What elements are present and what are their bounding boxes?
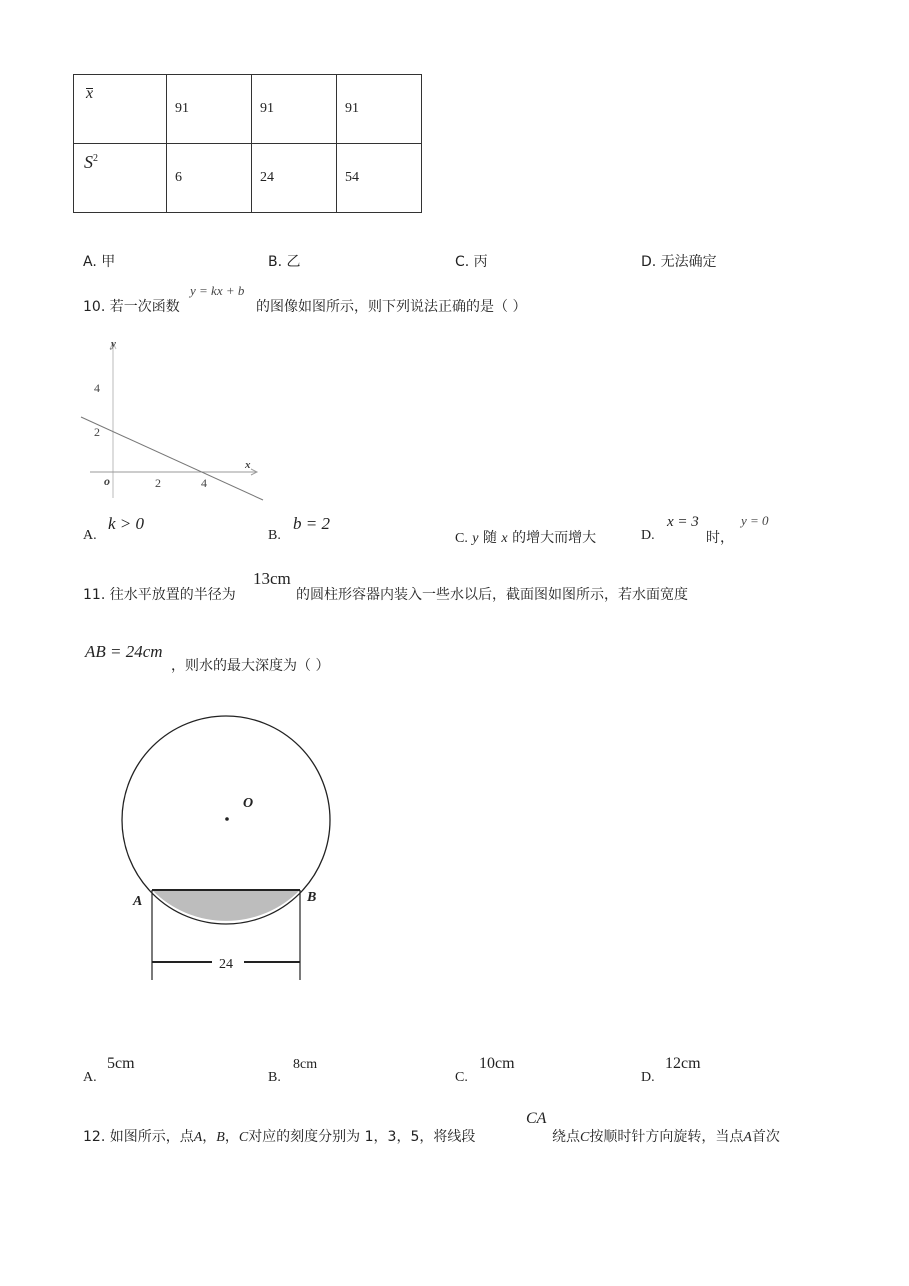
q10-option-c-var-y: y xyxy=(472,531,479,546)
q12-point-a: A xyxy=(743,1130,752,1145)
mean-value-1: 91 xyxy=(167,75,252,144)
q10-option-d-label: D. xyxy=(641,528,655,543)
q10-option-d-math-1: x = 3 xyxy=(667,514,699,530)
q12-line xyxy=(83,1126,475,1146)
q11-option-b-value: 8cm xyxy=(293,1057,318,1072)
y-tick-label: 4 xyxy=(94,381,100,395)
q12-text: 12. 如图所示，点 xyxy=(83,1129,194,1145)
q11-line1-prefix: 11. 往水平放置的半径为 xyxy=(83,587,236,603)
q12-point-c: C xyxy=(238,1130,249,1145)
variance-letter: S xyxy=(84,152,93,172)
variance-exponent: 2 xyxy=(93,153,98,164)
variance-label-cell xyxy=(74,144,167,213)
q11-line2-suffix: ，则水的最大深度为（ ） xyxy=(171,658,330,674)
x-tick-label: 2 xyxy=(155,476,161,490)
variance-symbol xyxy=(84,152,98,173)
mean-label-cell xyxy=(74,75,167,144)
q10-option-d-text: 时， xyxy=(706,530,734,546)
y-axis-label: y xyxy=(111,338,116,350)
q10-option-b-math: b = 2 xyxy=(293,514,330,533)
q12-text: ， xyxy=(224,1129,239,1145)
q9-option-b: B. 乙 xyxy=(268,254,301,270)
center-label: O xyxy=(243,796,254,811)
q11-radius: 13cm xyxy=(253,569,291,588)
dimension-label: 24 xyxy=(219,957,233,972)
q10-suffix: 的图像如图所示，则下列说法正确的是（ ） xyxy=(256,299,527,315)
mean-symbol: x xyxy=(86,85,94,102)
mean-value-3: 91 xyxy=(337,75,422,144)
center-point xyxy=(225,817,229,821)
table-row xyxy=(74,144,422,213)
variance-value-3: 54 xyxy=(337,144,422,213)
q11-line1-suffix: 的圆柱形容器内装入一些水以后，截面图如图所示，若水面宽度 xyxy=(296,587,688,603)
q10-option-a-label: A. xyxy=(83,528,97,543)
q12-text: 首次 xyxy=(751,1129,780,1145)
q10-graph xyxy=(75,335,275,510)
q10-option-d-math-2: y = 0 xyxy=(741,513,769,528)
q10-prefix: 10. 若一次函数 xyxy=(83,299,180,315)
q10-formula: y = kx + b xyxy=(190,283,245,298)
x-axis-label: x xyxy=(245,459,251,471)
q11-option-a-label: A. xyxy=(83,1070,97,1085)
q12-line-rest xyxy=(552,1126,780,1146)
variance-value-2: 24 xyxy=(252,144,337,213)
variance-value-1: 6 xyxy=(167,144,252,213)
q10-option-c-text: 的增大而增大 xyxy=(507,530,597,546)
q11-option-b-label: B. xyxy=(268,1070,281,1085)
q10-option-a-math: k > 0 xyxy=(108,514,145,533)
point-b-label: B xyxy=(307,890,317,905)
q12-segment-ca: CA xyxy=(526,1110,547,1127)
q10-option-c-text: 随 xyxy=(478,530,502,546)
q9-option-c: C. 丙 xyxy=(455,254,488,270)
origin-label: o xyxy=(104,474,110,488)
table-row xyxy=(74,75,422,144)
q11-option-d-label: D. xyxy=(641,1070,655,1085)
q12-point-a: A xyxy=(193,1130,203,1145)
q11-option-d-value: 12cm xyxy=(665,1055,701,1072)
q12-text: 按顺时针方向旋转，当点 xyxy=(589,1129,744,1145)
q12-text: 对应的刻度分别为 1，3，5，将线段 xyxy=(248,1129,476,1145)
q10-option-c xyxy=(455,527,596,547)
q11-option-a-value: 5cm xyxy=(107,1055,135,1072)
q11-option-c-label: C. xyxy=(455,1070,468,1085)
q9-option-a: A. 甲 xyxy=(83,254,116,270)
q10-option-c-var-x: x xyxy=(501,531,508,546)
q12-point-b: B xyxy=(216,1130,225,1145)
water-region xyxy=(152,890,300,921)
q11-option-c-value: 10cm xyxy=(479,1055,515,1072)
q12-text: ， xyxy=(202,1129,217,1145)
stats-table xyxy=(73,74,422,213)
x-tick-label: 4 xyxy=(201,476,207,490)
q12-text: 绕点 xyxy=(552,1129,580,1145)
q10-option-c-label: C. xyxy=(455,531,468,546)
point-a-label: A xyxy=(133,894,143,909)
q11-ab-formula: AB = 24cm xyxy=(85,642,163,661)
q12-point-c: C xyxy=(580,1130,590,1145)
y-tick-label: 2 xyxy=(94,425,100,439)
q10-option-b-label: B. xyxy=(268,528,281,543)
q11-circle-figure xyxy=(120,710,340,985)
q9-option-d: D. 无法确定 xyxy=(641,254,717,270)
mean-value-2: 91 xyxy=(252,75,337,144)
